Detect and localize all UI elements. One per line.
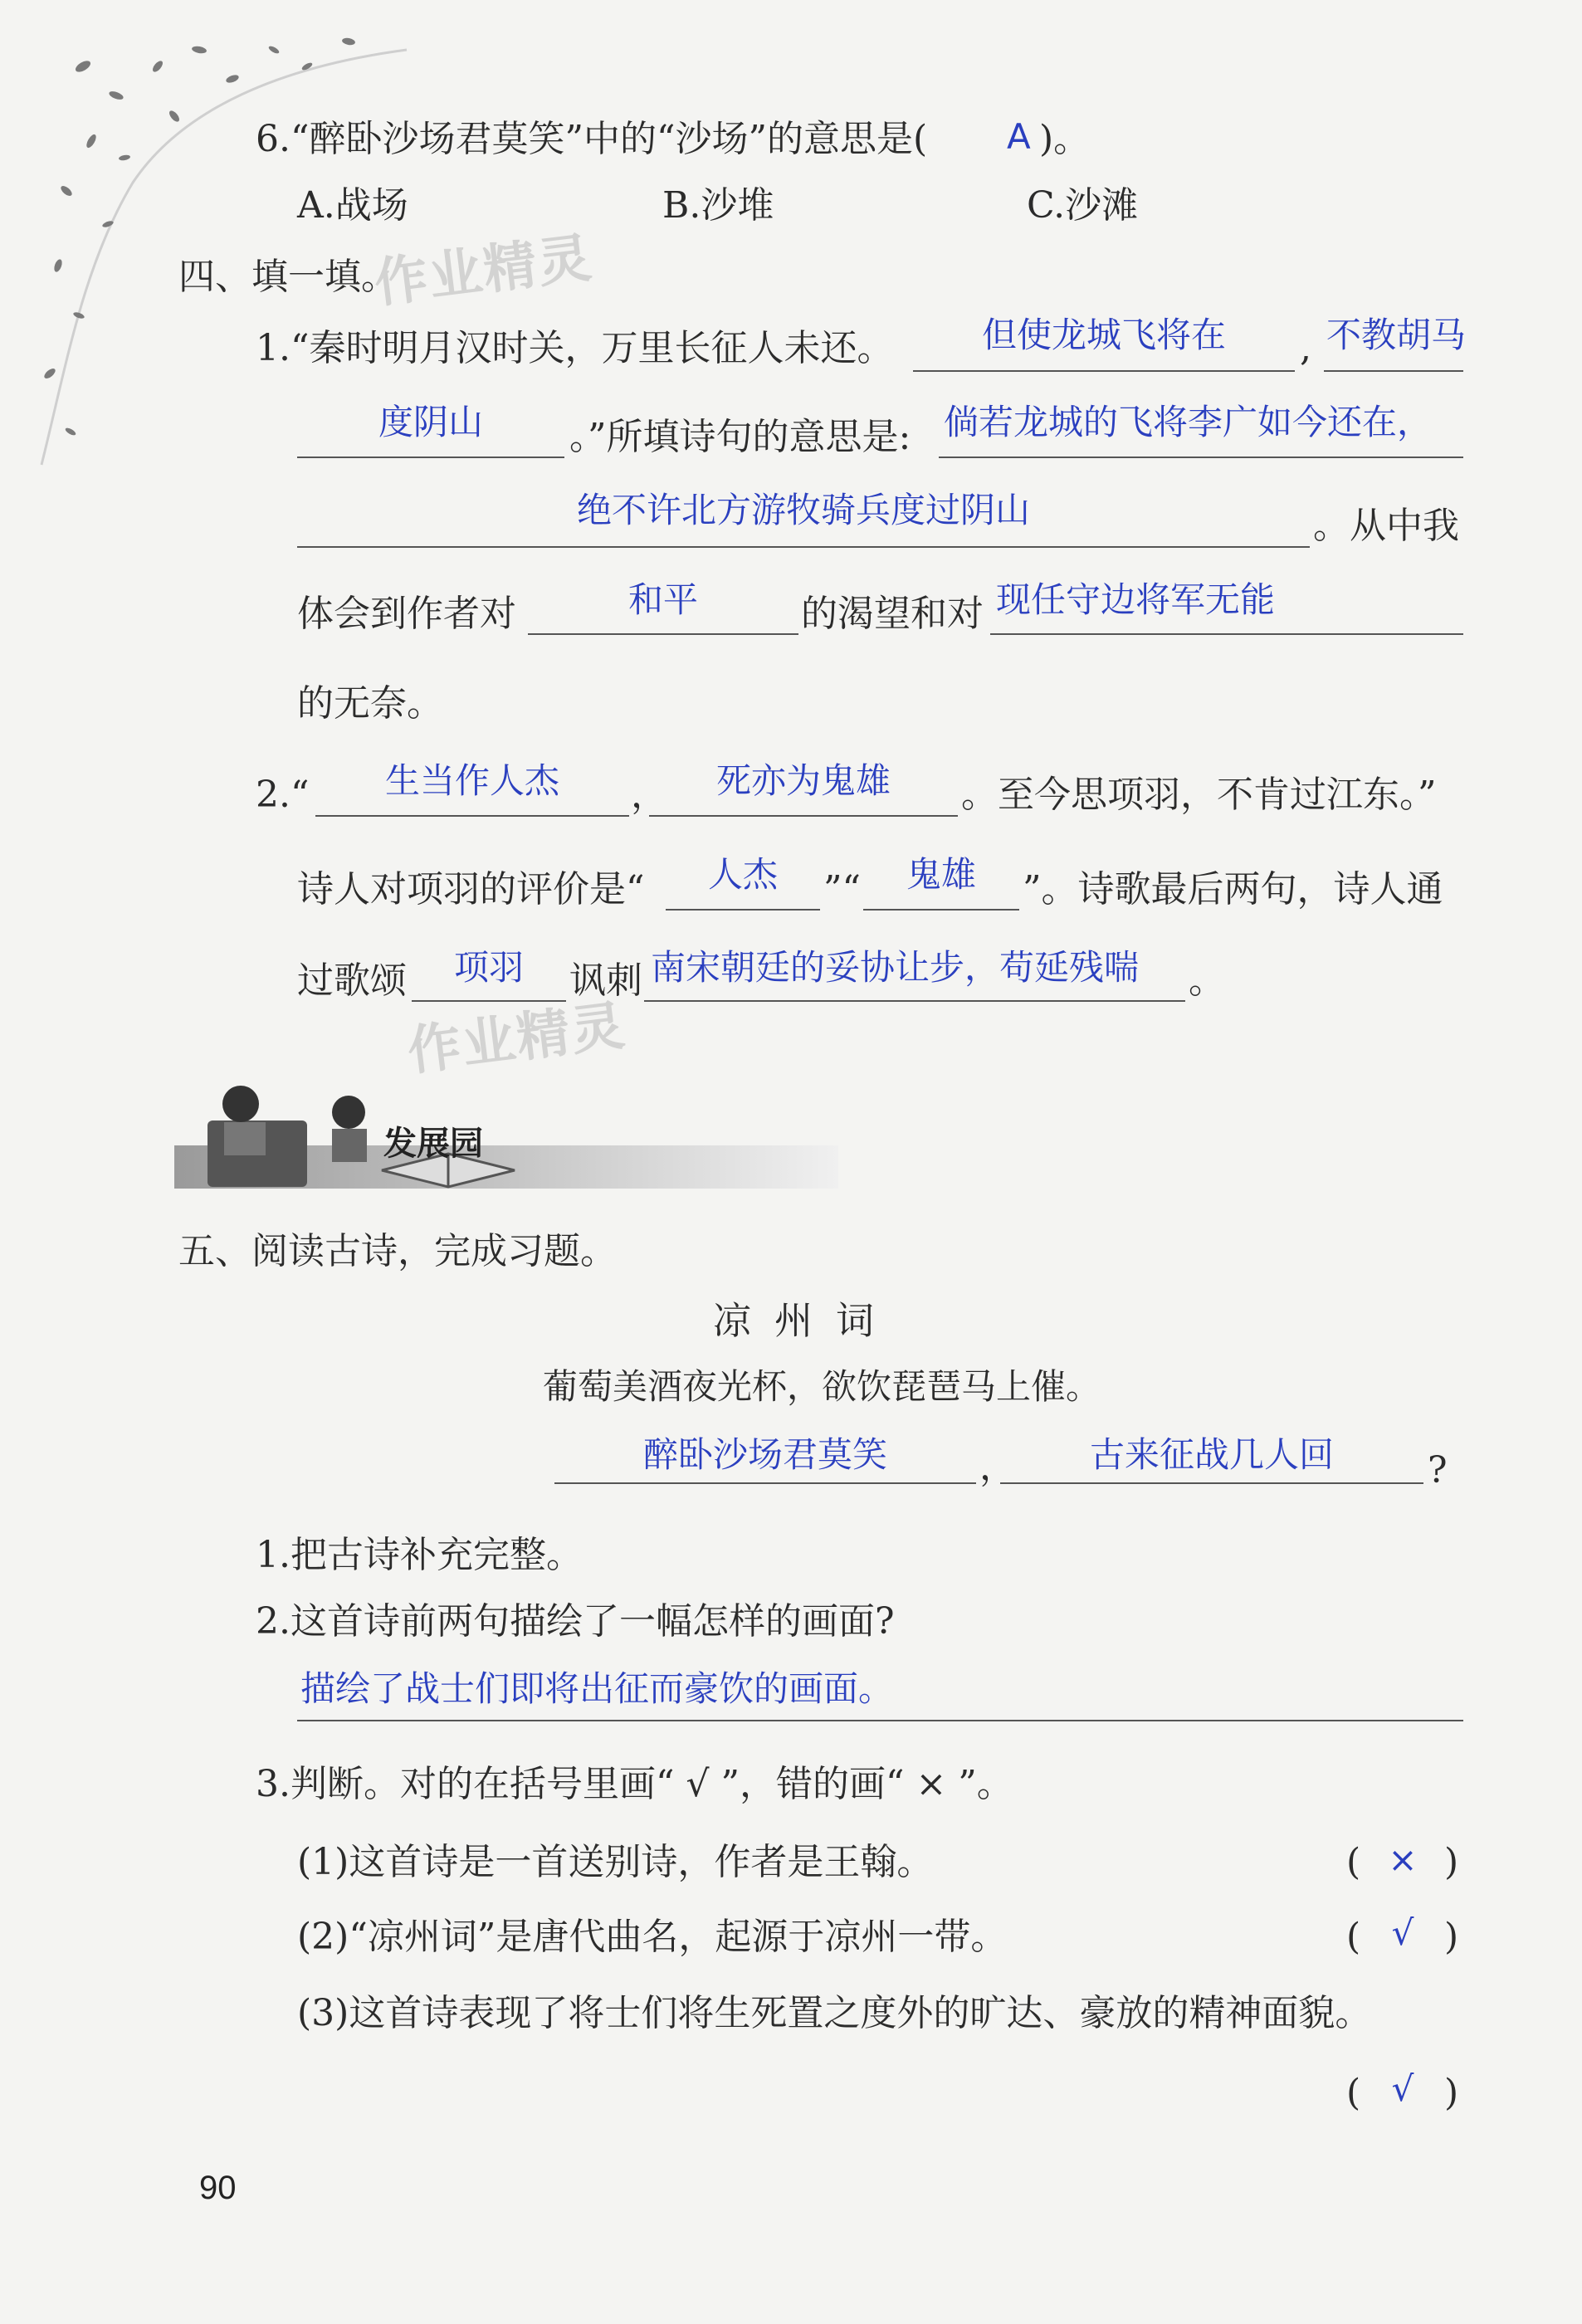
judge-1-text: (1)这首诗是一首送别诗，作者是王翰。 — [297, 1841, 934, 1883]
judge-3-answer: √ — [1391, 2068, 1414, 2109]
q4-1-answer-peace: 和平 — [627, 579, 698, 620]
watermark-2: 作业精灵 — [404, 995, 630, 1083]
question-6-close: )。 — [1039, 118, 1091, 160]
judge-1-answer: × — [1388, 1839, 1418, 1880]
q4-1-feel-label: 体会到作者对 — [297, 593, 516, 635]
q4-1-answer-2a: 不教胡马 — [1326, 315, 1467, 355]
q5-3: 3.判断。对的在括号里画“ √ ”，错的画“ × ”。 — [256, 1763, 1013, 1805]
judge-3-text: (3)这首诗表现了将士们将生死置之度外的旷达、豪放的精神面貌。 — [297, 1992, 1372, 2034]
judge-2-open: ( — [1346, 1916, 1361, 1958]
judge-1-open: ( — [1346, 1841, 1361, 1883]
option-b: B.沙堆 — [662, 184, 774, 227]
watermark: 作业精灵 — [371, 227, 597, 315]
kids-reading-icon — [174, 1071, 838, 1212]
q4-1-answer-generals: 现任守边将军无能 — [996, 579, 1276, 620]
judge-2-text: (2)“凉州词”是唐代曲名，起源于凉州一带。 — [297, 1916, 1008, 1958]
page-number: 90 — [199, 2170, 237, 2206]
poem-question-mark: ? — [1428, 1449, 1448, 1492]
q4-1-answer-1: 但使龙城飞将在 — [981, 315, 1226, 355]
q4-2-open: 2.“ — [256, 774, 310, 816]
q4-2-answer-xiangyu: 项羽 — [453, 947, 524, 988]
poem-answer-2: 古来征战几人回 — [1089, 1434, 1334, 1475]
q4-2-eval-rest: ”。诗歌最后两句，诗人通 — [1023, 868, 1443, 911]
option-c: C.沙滩 — [1027, 184, 1139, 227]
poem-answer-1: 醉卧沙场君莫笑 — [642, 1434, 887, 1475]
judge-2-close: ) — [1444, 1916, 1459, 1958]
q4-1-meaning-1: 倘若龙城的飞将李广如今还在， — [944, 402, 1433, 442]
q4-2-rest: 。至今思项羽，不肯过江东。” — [961, 774, 1437, 816]
q5-1: 1.把古诗补充完整。 — [256, 1534, 583, 1576]
q4-2-praise-label: 过歌颂 — [297, 959, 407, 1002]
q4-1-meaning-label: 。”所填诗句的意思是: — [569, 416, 911, 458]
banner-title: 发展园 — [383, 1125, 483, 1163]
section-4-title: 四、填一填。 — [178, 256, 398, 298]
option-a: A.战场 — [297, 184, 408, 227]
q4-2-quote-sep: ”“ — [823, 868, 861, 911]
judge-3-open: ( — [1346, 2072, 1361, 2114]
q4-1-mid: 的渴望和对 — [801, 593, 984, 635]
q4-2-answer-2: 死亦为鬼雄 — [715, 760, 891, 801]
poem-line-1: 葡萄美酒夜光杯，欲饮琵琶马上催。 — [542, 1366, 1101, 1407]
q4-2-answer-hero: 人杰 — [707, 854, 778, 895]
q4-1-end: 的无奈。 — [297, 682, 443, 725]
judge-1-close: ) — [1444, 1841, 1459, 1883]
q4-1-meaning-2: 绝不许北方游牧骑兵度过阴山 — [576, 490, 1030, 530]
q4-1-tail: 。从中我 — [1313, 505, 1459, 547]
q5-2: 2.这首诗前两句描绘了一幅怎样的画面? — [256, 1600, 895, 1643]
q4-2-eval-label: 诗人对项羽的评价是“ — [297, 868, 645, 911]
section-5-title: 五、阅读古诗，完成习题。 — [178, 1230, 617, 1272]
comma: , — [1300, 327, 1311, 369]
q4-2-period: 。 — [1189, 959, 1225, 1002]
question-6-text: 6.“醉卧沙场君莫笑”中的“沙场”的意思是( — [256, 118, 928, 160]
q4-2-comma: ， — [631, 774, 667, 816]
judge-3-close: ) — [1444, 2072, 1459, 2114]
q4-1-answer-2b: 度阴山 — [378, 402, 483, 442]
poem-title: 凉州词 — [713, 1298, 897, 1343]
poem-comma: ， — [979, 1446, 1016, 1488]
q4-2-answer-ghost: 鬼雄 — [906, 854, 976, 895]
question-6-answer: A — [1007, 116, 1031, 157]
q5-2-answer: 描绘了战士们即将出征而豪饮的画面。 — [300, 1668, 894, 1709]
q4-2-answer-satire: 南宋朝廷的妥协让步，苟延残喘 — [651, 947, 1140, 988]
q4-2-satire-label: 讽刺 — [569, 959, 642, 1002]
q4-2-answer-1: 生当作人杰 — [384, 760, 559, 801]
q4-1-prompt: 1.“秦时明月汉时关，万里长征人未还。 — [256, 327, 894, 369]
judge-2-answer: √ — [1391, 1912, 1414, 1953]
